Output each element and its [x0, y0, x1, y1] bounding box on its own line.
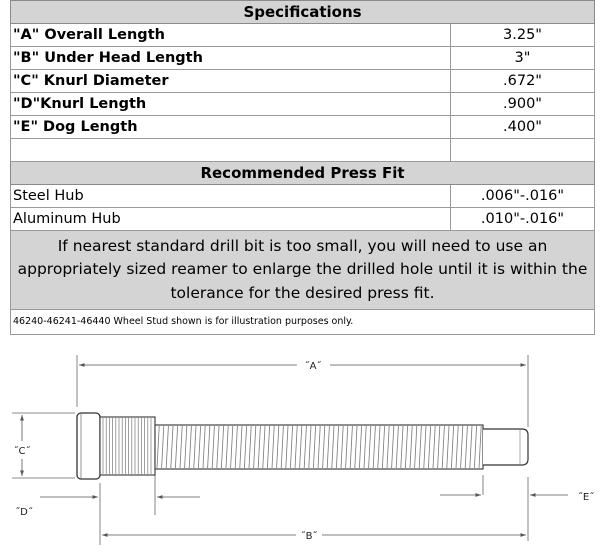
table-row	[11, 93, 595, 116]
stud-head	[77, 413, 100, 479]
empty-cell	[451, 139, 595, 162]
specifications-title: Specifications	[11, 1, 595, 24]
wheel-stud-drawing	[0, 345, 600, 556]
table-row	[11, 185, 595, 208]
empty-cell	[11, 139, 451, 162]
spec-label: "A" Overall Length	[11, 24, 451, 47]
footnote: 46240-46241-46440 Wheel Stud shown is for illustration purposes only.	[11, 310, 595, 335]
dog-point	[483, 429, 528, 465]
dim-c-label: ˝C˝	[13, 446, 31, 457]
press-fit-note: If nearest standard drill bit is too small, you will need to use an appropriately sized reamer to enlarge the drilled hole until it is within the tolerance for the desired press fit.	[11, 231, 595, 310]
hub-label: Steel Hub	[11, 185, 451, 208]
dim-a-label: ˝A˝	[304, 361, 322, 372]
note-row	[11, 231, 595, 310]
footnote-row	[11, 310, 595, 335]
press-fit-title: Recommended Press Fit	[11, 162, 595, 185]
spec-label: "C" Knurl Diameter	[11, 70, 451, 93]
table-row	[11, 47, 595, 70]
press-fit-header-row	[11, 162, 595, 185]
spec-value: .400"	[451, 116, 595, 139]
wheel-stud-svg	[0, 345, 600, 556]
dim-e-label: ˝E˝	[577, 492, 595, 503]
fit-value: .010"-.016"	[451, 208, 595, 231]
empty-row	[11, 139, 595, 162]
dim-d-label: ˝D˝	[15, 507, 33, 518]
spec-value: 3"	[451, 47, 595, 70]
hub-label: Aluminum Hub	[11, 208, 451, 231]
spec-label: "D"Knurl Length	[11, 93, 451, 116]
table-row	[11, 70, 595, 93]
spec-sheet	[10, 0, 594, 335]
spec-label: "B" Under Head Length	[11, 47, 451, 70]
spec-label: "E" Dog Length	[11, 116, 451, 139]
dim-b-label: ˝B˝	[300, 531, 318, 542]
fit-value: .006"-.016"	[451, 185, 595, 208]
spec-value: 3.25"	[451, 24, 595, 47]
table-row	[11, 24, 595, 47]
table-row	[11, 116, 595, 139]
spec-value: .672"	[451, 70, 595, 93]
spec-value: .900"	[451, 93, 595, 116]
specifications-table	[10, 0, 595, 335]
threaded-section	[155, 425, 483, 469]
knurl-section	[100, 417, 155, 475]
specifications-header-row	[11, 1, 595, 24]
table-row	[11, 208, 595, 231]
